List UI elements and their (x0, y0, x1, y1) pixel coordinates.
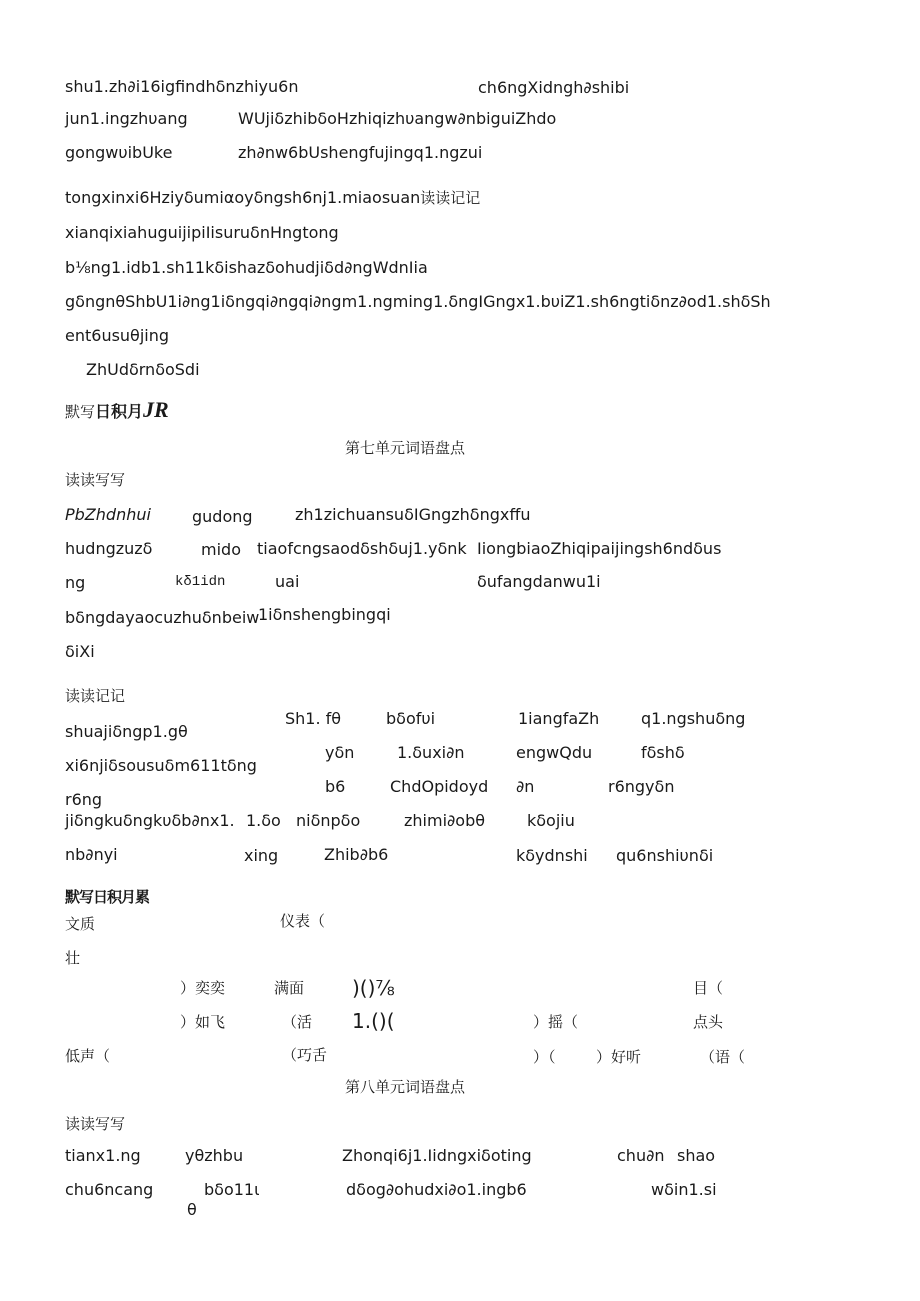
u7-fill-d1: ）如飞 (180, 1013, 226, 1031)
u7-rn-r1-a: Sh1. fθ (285, 709, 342, 728)
u8-r3: θ (187, 1200, 197, 1219)
u7-fill-d5: 点头 (693, 1013, 724, 1031)
u8-r2-b: bδo11ι (204, 1180, 260, 1199)
u7-rn-r4-b: 1.δo (246, 811, 281, 830)
u7-fill-e5: （语（ (700, 1048, 746, 1066)
u7-rn-r4-a: jiδngkuδngkυδb∂nx1. (65, 811, 235, 830)
u7-rw-r1-b: gudong (192, 507, 253, 526)
u7-fill-c2: 满面 (274, 979, 305, 997)
u8-read-write-heading: 读读写写 (65, 1115, 126, 1133)
u6-row1-right: ch6ngXidngh∂shibi (478, 78, 630, 97)
u7-rw-r2-b: mido (201, 540, 241, 559)
u6-dictation-heading: 默写日积月JR (65, 397, 169, 422)
u7-rw-r5: δiXi (65, 642, 95, 661)
u7-fill-e2: （巧舌 (282, 1046, 328, 1064)
u7-rw-r2-d: IiongbiaoZhiqipaijingsh6ndδus (477, 539, 722, 558)
u7-rw-r1-a: PbZhdnhui (65, 505, 151, 524)
u7-rn-r3-a: b6 (325, 777, 346, 796)
u8-r1-e: shao (677, 1146, 716, 1165)
u7-rn-r1-c: 1iangfaZh (518, 709, 600, 728)
u7-rn-r5-a: nb∂nyi (65, 845, 118, 864)
u7-rw-r2-a: hudngzuzδ (65, 539, 153, 558)
u7-fill-c4: 目（ (693, 979, 724, 997)
u7-rn-r5-b: xing (244, 846, 279, 865)
u8-r2-d: wδin1.si (651, 1180, 717, 1199)
u6-row3-left: gongwυibUke (65, 143, 173, 162)
u6-row4: tongxinxi6Hziyδumiαoyδngsh6nj1.miaosuan读读记记 (65, 188, 481, 207)
u7-rn-r3-c: ∂n (516, 777, 535, 796)
u6-row3-right: zh∂nw6bUshengfujingq1.ngzui (238, 143, 483, 162)
u7-rn-r1-left: shuajiδngp1.gθ (65, 722, 188, 741)
u7-rn-r2-left: xi6njiδsousuδm611tδng (65, 756, 257, 775)
u6-row9: ZhUdδrnδoSdi (86, 360, 200, 379)
u8-r2-c: dδog∂ohudxi∂o1.ingb6 (346, 1180, 527, 1199)
u7-rw-r2-c: tiaofcngsaodδshδuj1.yδnk (257, 539, 467, 558)
u7-dictation-heading: 默写日积月累 (65, 888, 150, 906)
u7-rw-r1-c: zh1zichuansuδIGngzhδngxffu (295, 505, 531, 524)
u7-rn-r1-b: bδofυi (386, 709, 436, 728)
u7-rn-r5-c: Zhib∂b6 (324, 845, 389, 864)
u6-row2-right: WUjiδzhibδoHzhiqizhυangw∂nbiguiZhdo (238, 109, 557, 128)
u8-r1-a: tianx1.ng (65, 1146, 141, 1165)
u7-rn-r1-d: q1.ngshuδng (641, 709, 746, 728)
u7-fill-d3: 1.()( (352, 1009, 395, 1033)
u7-fill-d4: ）摇（ (533, 1013, 579, 1031)
u7-title: 第七单元词语盘点 (345, 439, 466, 457)
u7-fill-c3: )()⅞ (352, 976, 395, 1000)
u7-fill-a1: 文质 (65, 915, 96, 933)
u7-read-note-heading: 读读记记 (65, 687, 126, 705)
u6-row6: b⅛ng1.idb1.sh11kδishazδohudjiδd∂ngWdnIia (65, 258, 428, 277)
u7-fill-b1: 壮 (65, 949, 81, 967)
u7-fill-a2: 仪表（ (280, 912, 326, 930)
u7-rn-r5-d: kδydnshi (516, 846, 588, 865)
u7-rw-r4-b: 1iδnshengbingqi (258, 605, 391, 624)
u7-rn-r4-e: kδojiu (527, 811, 575, 830)
u7-fill-d2: （活 (282, 1013, 313, 1031)
u7-rw-r3-c: uai (275, 572, 300, 591)
u7-rn-r2-d: fδshδ (641, 743, 685, 762)
u7-rw-r3-b: kδ1idn (175, 574, 226, 590)
u7-rw-r3-d: δufangdanwu1i (477, 572, 601, 591)
u8-r1-c: Zhonqi6j1.Iidngxiδoting (342, 1146, 532, 1165)
u8-title: 第八单元词语盘点 (345, 1078, 466, 1096)
u7-rn-r2-c: engwQdu (516, 743, 593, 762)
u7-rn-r3-b: ChdOpidoyd (390, 777, 489, 796)
u6-row5: xianqixiahuguijipiIisuruδnHngtong (65, 223, 339, 242)
u8-r1-d: chu∂n (617, 1146, 665, 1165)
u7-rn-r3-left: r6ng (65, 790, 103, 809)
u7-fill-e3: ）（ (533, 1048, 556, 1066)
u6-row7: gδngnθShbU1i∂ng1iδngqi∂ngqi∂ngm1.ngming1.δngIGngx1.bυiZ1.sh6ngtiδnz∂od1.shδSh (65, 292, 771, 311)
u7-fill-e1: 低声（ (65, 1047, 111, 1065)
u7-rw-r3-a: ng (65, 573, 86, 592)
u7-rn-r2-a: yδn (325, 743, 355, 762)
u7-rn-r2-b: 1.δuxi∂n (397, 743, 465, 762)
u6-row1-left: shu1.zh∂i16igfindhδnzhiyu6n (65, 77, 299, 96)
u7-rw-r4-a: bδngdayaocuzhuδnbeiw (65, 608, 260, 627)
u7-fill-e4: ）好听 (596, 1048, 642, 1066)
u7-rn-r3-d: r6ngyδn (608, 777, 675, 796)
u7-read-write-heading: 读读写写 (65, 471, 126, 489)
u7-rn-r4-d: zhimi∂obθ (404, 811, 486, 830)
u8-r1-b: yθzhbu (185, 1146, 244, 1165)
u8-r2-a: chu6ncang (65, 1180, 154, 1199)
u6-row2-left: jun1.ingzhυang (65, 109, 188, 128)
u7-rn-r5-e: qu6nshiυnδi (616, 846, 714, 865)
u7-fill-c1: ）奕奕 (180, 979, 226, 997)
u7-rn-r4-c: niδnpδo (296, 811, 361, 830)
u6-row8: ent6usuθjing (65, 326, 170, 345)
